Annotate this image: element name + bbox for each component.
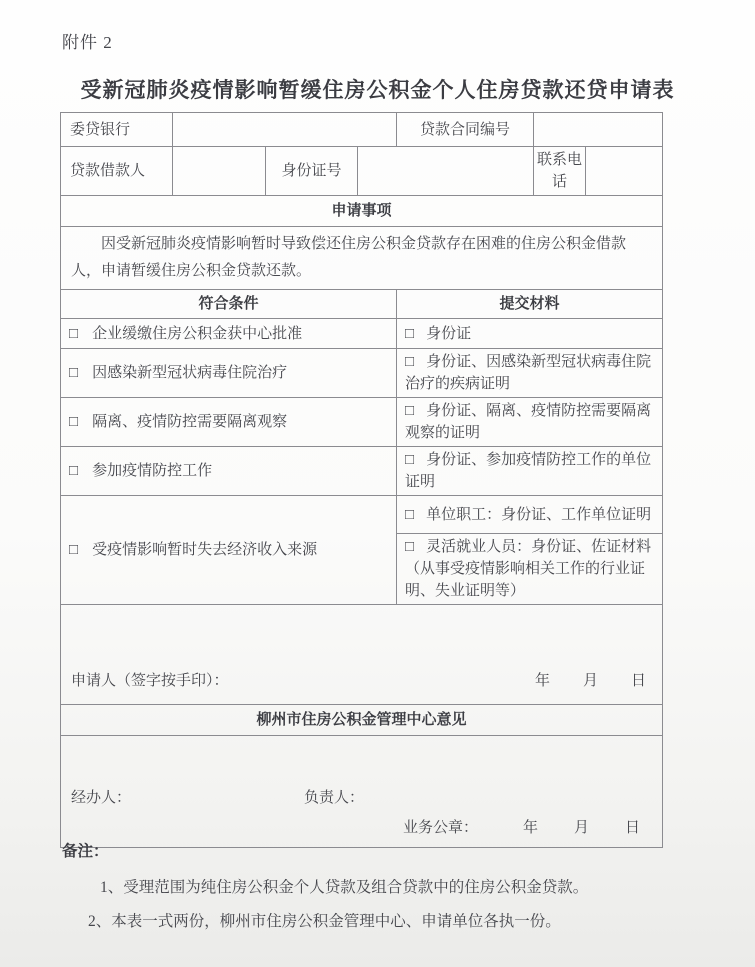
material-cell <box>397 319 663 349</box>
row-application-header <box>61 196 663 227</box>
phone-input-cell[interactable] <box>586 147 663 196</box>
notes-title: 备注： <box>62 843 109 860</box>
applicant-signature-cell[interactable] <box>61 605 663 705</box>
criteria-row <box>61 349 663 398</box>
material-checkbox[interactable]: □ <box>405 354 415 370</box>
condition-text: 隔离、疫情防控需要隔离观察 <box>92 414 288 430</box>
official-seal-label: 业务公章： <box>403 820 479 836</box>
material-text: 身份证、参加疫情防控工作的单位证明 <box>405 452 652 490</box>
signature-date <box>535 670 646 692</box>
material-text: 身份证、因感染新型冠状病毒住院治疗的疾病证明 <box>405 354 652 392</box>
row-application-body <box>61 227 663 290</box>
handler-label: 经办人： <box>71 790 132 806</box>
material-checkbox[interactable]: □ <box>405 403 415 419</box>
month-label: 月 <box>574 820 590 836</box>
material-text: 灵活就业人员：身份证、佐证材料（从事受疫情影响相关工作的行业证明、失业证明等） <box>405 539 652 599</box>
year-label: 年 <box>523 820 539 836</box>
material-cell-flexible-worker <box>397 534 663 605</box>
note-item: 1、受理范围为纯住房公积金个人贷款及组合贷款中的住房公积金贷款。 <box>100 879 589 896</box>
borrower-input-cell[interactable] <box>173 147 266 196</box>
center-opinion-cell[interactable] <box>61 736 663 848</box>
attachment-label: 附件 2 <box>62 33 113 52</box>
row-bank <box>61 113 663 147</box>
condition-text: 受疫情影响暂时失去经济收入来源 <box>92 542 318 558</box>
criteria-row <box>61 319 663 349</box>
material-checkbox[interactable]: □ <box>405 452 415 468</box>
conditions-header: 符合条件 <box>61 290 397 319</box>
bank-label: 委贷银行 <box>61 113 173 147</box>
row-borrower <box>61 147 663 196</box>
condition-cell <box>61 319 397 349</box>
row-center-opinion-header <box>61 705 663 736</box>
condition-text: 因感染新型冠状病毒住院治疗 <box>92 365 288 381</box>
year-label: 年 <box>534 673 550 689</box>
day-label: 日 <box>625 820 641 836</box>
material-checkbox[interactable]: □ <box>405 539 415 555</box>
material-cell <box>397 349 663 398</box>
supervisor-label: 负责人： <box>304 790 365 806</box>
contract-number-label: 贷款合同编号 <box>397 113 534 147</box>
day-label: 日 <box>631 673 647 689</box>
application-section-header: 申请事项 <box>61 196 663 227</box>
material-text: 身份证 <box>426 325 472 342</box>
application-statement: 因受新冠肺炎疫情影响暂时导致偿还住房公积金贷款存在困难的住房公积金借款人，申请暂缓住房公积金贷款还款。 <box>61 227 663 290</box>
applicant-signature-label: 申请人（签字按手印）： <box>71 673 229 689</box>
condition-checkbox[interactable]: □ <box>69 325 79 342</box>
note-item: 2、本表一式两份，柳州市住房公积金管理中心、申请单位各执一份。 <box>88 913 561 930</box>
condition-checkbox[interactable]: □ <box>69 542 79 558</box>
condition-cell <box>61 496 397 605</box>
criteria-row <box>61 398 663 447</box>
month-label: 月 <box>583 673 599 689</box>
criteria-row <box>61 496 663 534</box>
condition-cell <box>61 398 397 447</box>
application-form-table <box>60 112 663 848</box>
contract-number-input-cell[interactable] <box>534 113 663 147</box>
material-text: 单位职工：身份证、工作单位证明 <box>426 506 652 523</box>
id-number-label: 身份证号 <box>266 147 358 196</box>
material-cell <box>397 398 663 447</box>
notes-section <box>62 839 715 931</box>
condition-cell <box>61 349 397 398</box>
materials-header: 提交材料 <box>397 290 663 319</box>
material-checkbox[interactable]: □ <box>405 506 415 523</box>
row-center-opinion <box>61 736 663 848</box>
material-text: 身份证、隔离、疫情防控需要隔离观察的证明 <box>405 403 652 441</box>
borrower-label: 贷款借款人 <box>61 147 173 196</box>
bank-input-cell[interactable] <box>173 113 397 147</box>
form-title: 受新冠肺炎疫情影响暂缓住房公积金个人住房贷款还贷申请表 <box>80 78 675 102</box>
opinion-date <box>523 817 640 839</box>
center-opinion-header: 柳州市住房公积金管理中心意见 <box>61 705 663 736</box>
material-checkbox[interactable]: □ <box>405 325 415 342</box>
condition-checkbox[interactable]: □ <box>69 463 79 479</box>
condition-text: 企业缓缴住房公积金获中心批准 <box>92 325 303 342</box>
material-cell <box>397 447 663 496</box>
condition-text: 参加疫情防控工作 <box>92 463 213 479</box>
id-number-input-cell[interactable] <box>358 147 534 196</box>
condition-checkbox[interactable]: □ <box>69 414 79 430</box>
material-cell-employee <box>397 496 663 534</box>
row-criteria-headers <box>61 290 663 319</box>
condition-cell <box>61 447 397 496</box>
row-applicant-signature <box>61 605 663 705</box>
condition-checkbox[interactable]: □ <box>69 365 79 381</box>
criteria-row <box>61 447 663 496</box>
phone-label: 联系电话 <box>534 147 586 196</box>
